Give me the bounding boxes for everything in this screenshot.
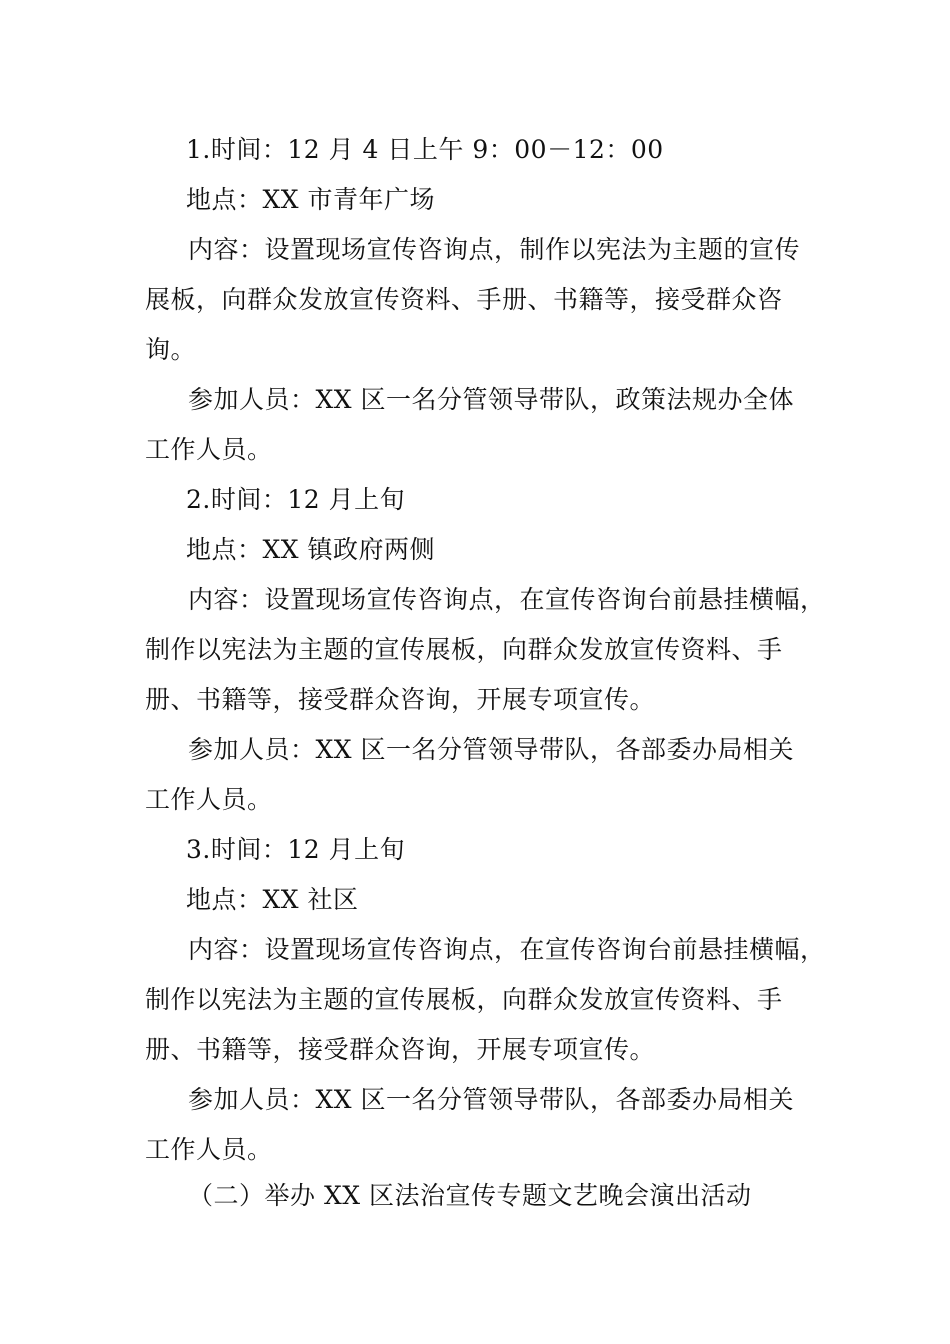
item-3-participants: 参加人员：XX 区一名分管领导带队，各部委办局相关 bbox=[188, 1085, 795, 1114]
item-3-content-cont: 制作以宪法为主题的宣传展板，向群众发放宣传资料、手 bbox=[145, 985, 783, 1014]
item-2-participants: 参加人员：XX 区一名分管领导带队，各部委办局相关 bbox=[188, 735, 795, 764]
item-1-content: 内容：设置现场宣传咨询点，制作以宪法为主题的宣传 bbox=[188, 235, 801, 264]
section-heading-2: （二）举办 XX 区法治宣传专题文艺晚会演出活动 bbox=[188, 1181, 752, 1210]
item-1-location: 地点：XX 市青年广场 bbox=[186, 185, 436, 214]
item-2-content: 内容：设置现场宣传咨询点，在宣传咨询台前悬挂横幅， bbox=[188, 585, 826, 614]
item-2-participants-cont: 工作人员。 bbox=[145, 785, 273, 814]
item-2-time: 2.时间：12 月上旬 bbox=[186, 485, 406, 514]
item-3-location: 地点：XX 社区 bbox=[186, 885, 359, 914]
item-2-content-end: 册、书籍等，接受群众咨询，开展专项宣传。 bbox=[145, 685, 656, 714]
item-2-location: 地点：XX 镇政府两侧 bbox=[186, 535, 436, 564]
item-3-participants-cont: 工作人员。 bbox=[145, 1135, 273, 1164]
item-1-participants: 参加人员：XX 区一名分管领导带队，政策法规办全体 bbox=[188, 385, 795, 414]
item-1-participants-cont: 工作人员。 bbox=[145, 435, 273, 464]
item-1-content-end: 询。 bbox=[145, 335, 197, 364]
item-3-content-end: 册、书籍等，接受群众咨询，开展专项宣传。 bbox=[145, 1035, 656, 1064]
item-3-content: 内容：设置现场宣传咨询点，在宣传咨询台前悬挂横幅， bbox=[188, 935, 826, 964]
item-1-time: 1.时间：12 月 4 日上午 9：00－12：00 bbox=[186, 135, 664, 164]
item-3-time: 3.时间：12 月上旬 bbox=[186, 835, 406, 864]
item-1-content-cont: 展板，向群众发放宣传资料、手册、书籍等，接受群众咨 bbox=[145, 285, 783, 314]
item-2-content-cont: 制作以宪法为主题的宣传展板，向群众发放宣传资料、手 bbox=[145, 635, 783, 664]
